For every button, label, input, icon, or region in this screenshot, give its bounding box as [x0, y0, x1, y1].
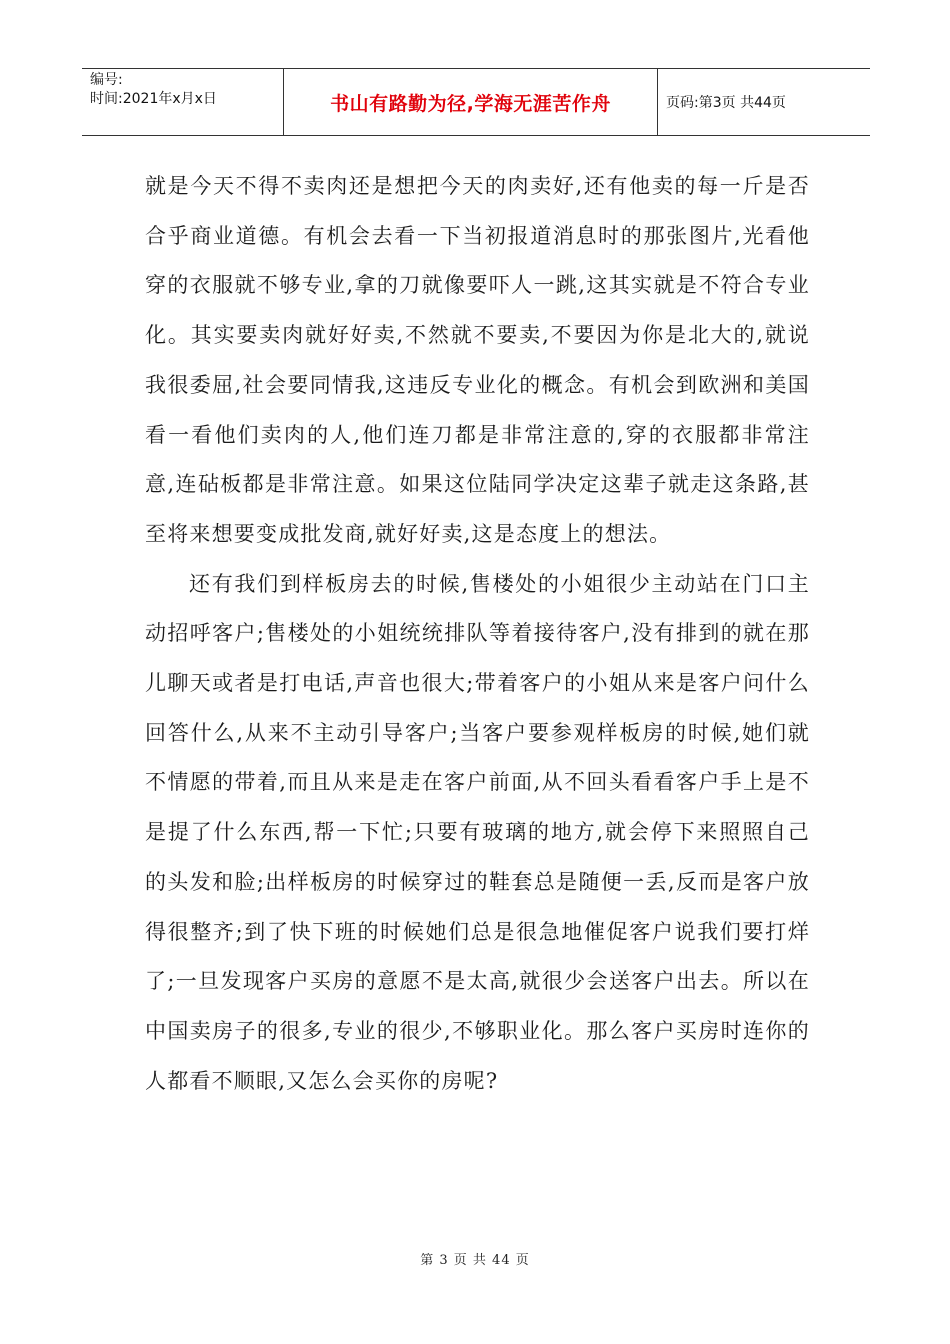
paragraph-2: 还有我们到样板房去的时候,售楼处的小姐很少主动站在门口主动招呼客户;售楼处的小姐统统排队等着接待客户,没有排到的就在那儿聊天或者是打电话,声音也很大;带着客户的小姐从来是客户问什么回答什么,从来不主动引导客户;当客户要参观样板房的时候,她们就不情愿的带着,而且从来是走在客户前面,从不回头看看客户手上是不是提了什么东西,帮一下忙;只要有玻璃的地方,就会停下来照照自己的头发和脸;出样板房的时候穿过的鞋套总是随便一丢,反而是客户放得很整齐;到了快下班的时候她们总是很急地催促客户说我们要打烊了;一旦发现客户买房的意愿不是太高,就很少会送客户出去。所以在中国卖房子的很多,专业的很少,不够职业化。那么客户买房时连你的人都看不顺眼,又怎么会买你的房呢? [145, 571, 810, 1093]
document-body [145, 162, 810, 1106]
header-motto: 书山有路勤为径,学海无涯苦作舟 [284, 69, 658, 135]
header-meta [82, 69, 284, 135]
paragraph-1: 就是今天不得不卖肉还是想把今天的肉卖好,还有他卖的每一斤是否合乎商业道德。有机会去看一下当初报道消息时的那张图片,光看他穿的衣服就不够专业,拿的刀就像要吓人一跳,这其实就是不符合专业化。其实要卖肉就好好卖,不然就不要卖,不要因为你是北大的,就说我很委屈,社会要同情我,这违反专业化的概念。有机会到欧洲和美国看一看他们卖肉的人,他们连刀都是非常注意的,穿的衣服都非常注意,连砧板都是非常注意。如果这位陆同学决定这辈子就走这条路,甚至将来想要变成批发商,就好好卖,这是态度上的想法。 [145, 174, 810, 546]
page-footer: 第 3 页 共 44 页 [420, 1253, 530, 1268]
doc-number-label: 编号: [90, 72, 123, 88]
page-header [82, 68, 870, 136]
doc-date-label: 时间:2021年x月x日 [90, 91, 217, 107]
header-page-info: 页码:第3页 共44页 [666, 95, 786, 111]
